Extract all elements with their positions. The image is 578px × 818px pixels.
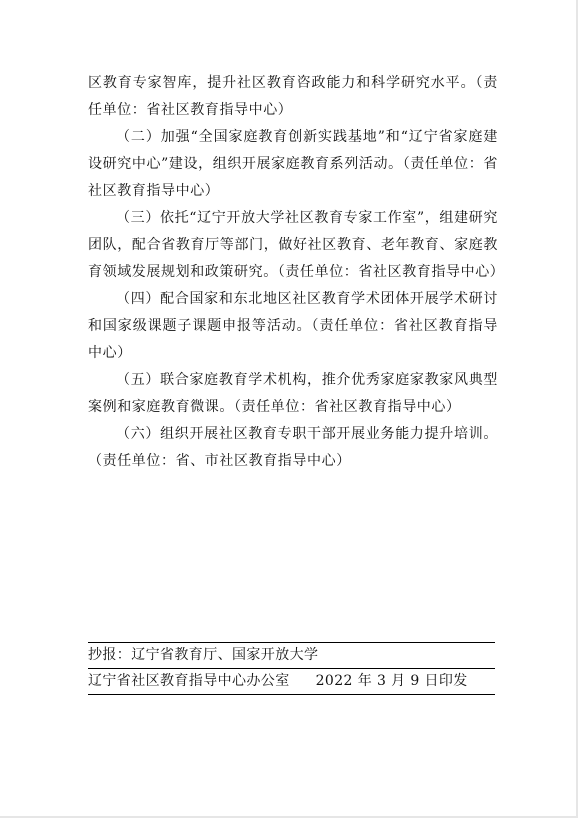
cc-line: 抄报：辽宁省教育厅、国家开放大学 [88,647,319,663]
paragraph-5: （五）联合家庭教育学术机构，推介优秀家庭家教家风典型案例和家庭教育微课。（责任单位：省社区教育指导中心） [88,372,498,415]
paragraph-2: （二）加强“全国家庭教育创新实践基地”和“辽宁省家庭建设研究中心”建设，组织开展家庭教育系列活动。（责任单位：省社区教育指导中心） [88,129,498,199]
document-body [88,70,505,475]
footer-bottom-rule [88,694,495,695]
paragraph-4: （四）配合国家和东北地区社区教育学术团体开展学术研讨和国家级课题子课题申报等活动。（责任单位：省社区教育指导中心） [88,291,498,361]
issuer-name: 辽宁省社区教育指导中心办公室 [88,673,290,689]
paragraph-1: 区教育专家智库，提升社区教育咨政能力和科学研究水平。（责任单位：省社区教育指导中心） [88,75,498,118]
issue-line [88,669,495,694]
paragraph-6: （六）组织开展社区教育专职干部开展业务能力提升培训。（责任单位：省、市社区教育指导中心） [88,426,498,469]
paragraph-3: （三）依托“辽宁开放大学社区教育专家工作室”，组建研究团队，配合省教育厅等部门，做好社区教育、老年教育、家庭教育领域发展规划和政策研究。（责任单位：省社区教育指导中心） [88,210,505,280]
issue-date: 2022 年 3 月 9 日印发 [315,673,468,689]
document-footer [88,642,495,695]
